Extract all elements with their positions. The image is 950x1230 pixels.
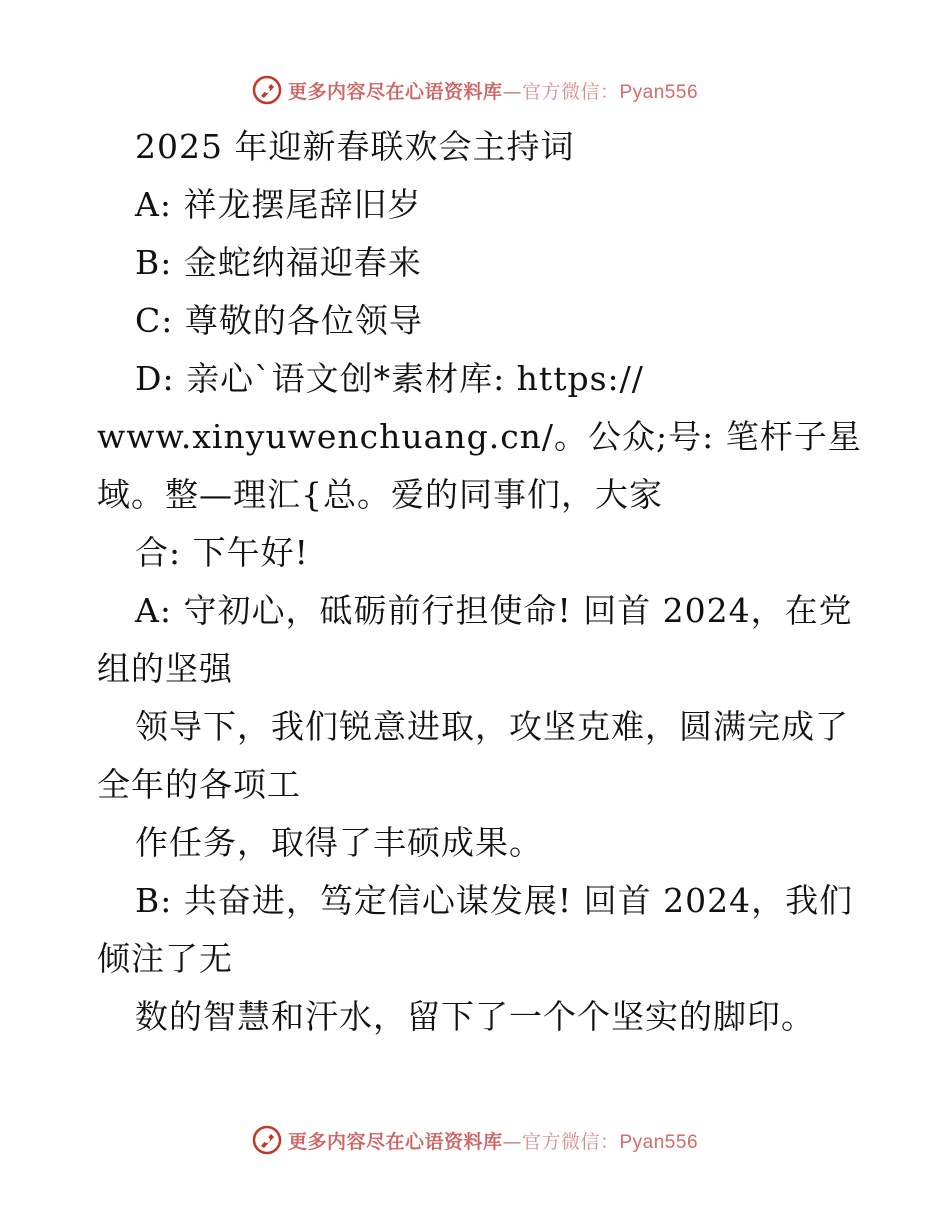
- watermark-wechat-label: 官方微信：: [521, 1130, 620, 1153]
- watermark-dash: —: [502, 1130, 522, 1153]
- document-title: 2025 年迎新春联欢会主持词: [135, 127, 575, 166]
- pen-logo-icon: [252, 75, 282, 105]
- text-line: A: 守初心，砥砺前行担使命! 回首 2024，在党: [135, 591, 853, 630]
- text-line: 数的智慧和汗水，留下了一个个坚实的脚印。: [135, 997, 815, 1036]
- text-line: 全年的各项工: [97, 765, 301, 804]
- watermark-wechat-id: Pyan556: [619, 1131, 699, 1153]
- pen-logo-icon: [252, 1125, 282, 1155]
- text-line: D: 亲心`语文创*素材库: https://: [135, 359, 644, 398]
- watermark-wechat-id: Pyan556: [619, 81, 699, 103]
- watermark-text: [288, 1127, 698, 1154]
- text-line: 域。整—理汇{总。爱的同事们，大家: [97, 475, 663, 514]
- text-line: www.xinyuwenchuang.cn/。公众;号: 笔杆子星: [97, 417, 862, 456]
- text-line: B: 共奋进，笃定信心谋发展! 回首 2024，我们: [135, 881, 854, 920]
- watermark-text: [288, 77, 698, 104]
- watermark-dash: —: [502, 80, 522, 103]
- footer-watermark: [0, 1120, 950, 1160]
- text-line: 倾注了无: [97, 939, 233, 978]
- text-line: 组的坚强: [97, 649, 233, 688]
- header-watermark: [0, 70, 950, 110]
- watermark-site: 更多内容尽在心语资料库: [287, 1130, 503, 1153]
- text-line: 合: 下午好!: [135, 533, 309, 572]
- document-body: [97, 118, 862, 1046]
- text-line: 作任务，取得了丰硕成果。: [135, 823, 543, 862]
- text-line: 领导下，我们锐意进取，攻坚克难，圆满完成了: [135, 707, 849, 746]
- text-line: C: 尊敬的各位领导: [135, 301, 423, 340]
- watermark-site: 更多内容尽在心语资料库: [287, 80, 503, 103]
- text-line: B: 金蛇纳福迎春来: [135, 243, 422, 282]
- watermark-wechat-label: 官方微信：: [521, 80, 620, 103]
- text-line: A: 祥龙摆尾辞旧岁: [135, 185, 422, 224]
